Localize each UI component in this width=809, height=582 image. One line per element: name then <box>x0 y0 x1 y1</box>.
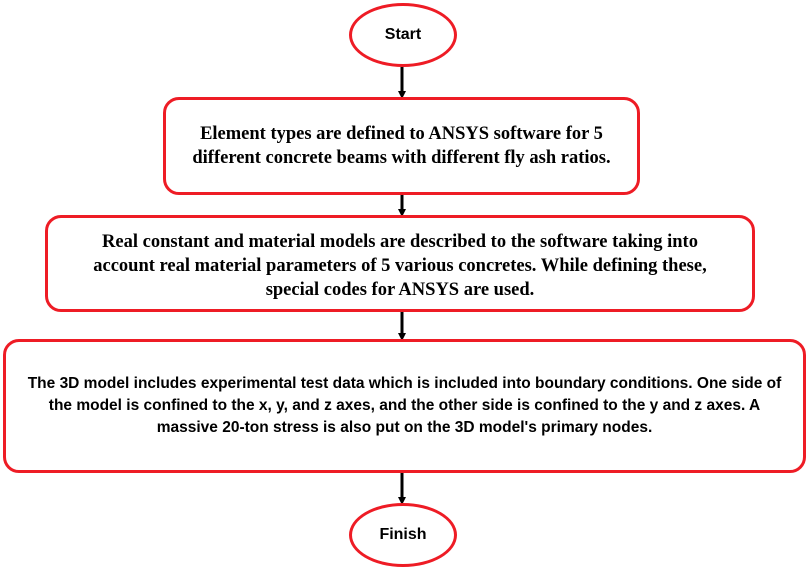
process-step-3 <box>3 339 806 473</box>
finish-node <box>349 503 457 567</box>
process-step-1-text: Element types are defined to ANSYS software for 5 different concrete beams with different fly ash ratios. <box>192 124 611 168</box>
finish-label: Finish <box>379 526 427 543</box>
process-step-2-text: Real constant and material models are described to the software taking into account real material parameters of 5 various concretes. While defining these, special codes for ANSYS are used. <box>93 232 707 300</box>
start-node <box>349 3 457 67</box>
process-step-3-text: The 3D model includes experimental test data which is included into boundary conditions. One side of the model is confined to the x, y, and z axes, and the other side is confined to the y and z axes. A massive 20-ton stress is also put on the 3D model's primary nodes. <box>27 375 782 436</box>
start-label: Start <box>384 26 422 43</box>
process-step-2 <box>45 215 755 312</box>
process-step-1 <box>163 97 640 195</box>
